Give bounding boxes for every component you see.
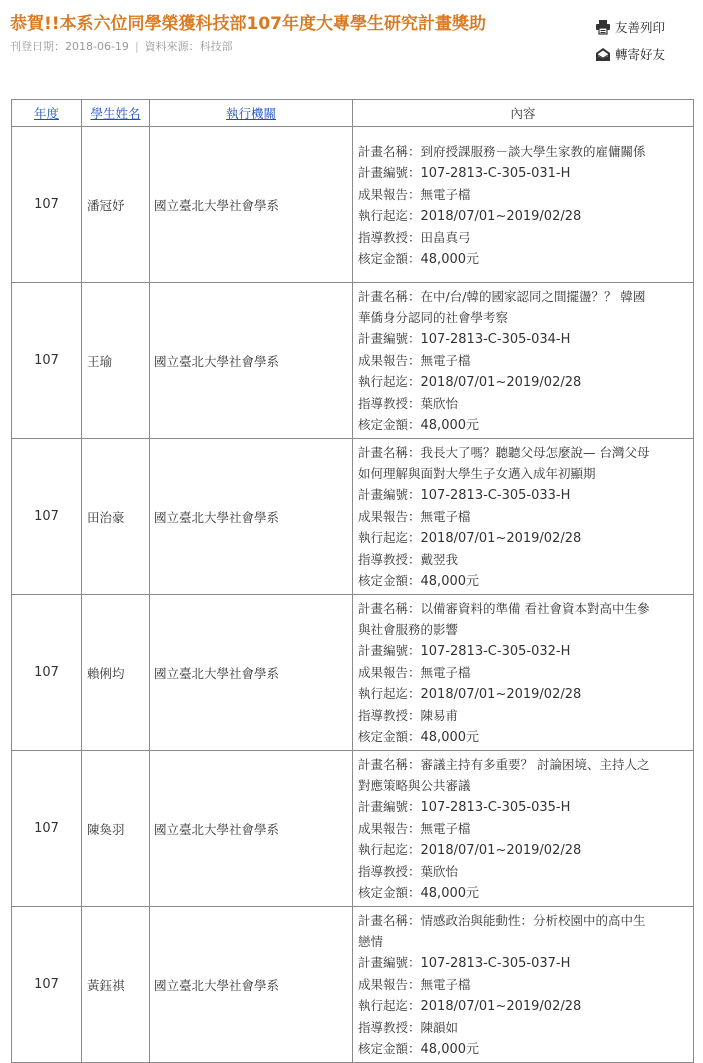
advisor-value: 葉欣怡 [420, 396, 459, 411]
printer-icon [595, 19, 611, 35]
org-cell: 國立臺北大學社會學系 [150, 283, 353, 439]
plan-name-value: 華僑身分認同的社會學考察 [358, 310, 509, 325]
content-cell [353, 439, 694, 595]
plan-number-label: 計畫編號： [358, 164, 421, 180]
source-label: 資料來源： [144, 40, 200, 53]
plan-name-value: 對應策略與公共審議 [358, 778, 471, 793]
report-label: 成果報告： [358, 821, 421, 836]
advisor-label: 指導教授： [358, 396, 421, 411]
report-value: 無電子檔 [420, 509, 471, 524]
student-name-cell: 田治豪 [82, 439, 150, 595]
advisor-value: 戴翌我 [420, 552, 459, 567]
plan-name-line [358, 910, 688, 931]
report-value: 無電子檔 [420, 821, 471, 836]
advisor-line [358, 861, 688, 882]
advisor-line [358, 227, 688, 248]
plan-name-value: 以備審資料的準備 看社會資本對高中生參 [420, 601, 650, 616]
period-line [358, 527, 688, 549]
advisor-label: 指導教授： [358, 1020, 421, 1035]
period-label: 執行起迄： [358, 842, 421, 857]
article-title: 恭賀!!本系六位同學榮獲科技部107年度大專學生研究計畫獎助 [10, 14, 486, 34]
plan-name-label: 計畫名稱： [358, 445, 421, 460]
year-cell: 107 [12, 751, 82, 907]
amount-line [358, 726, 688, 748]
amount-line [358, 570, 688, 592]
table-body [12, 127, 694, 1063]
plan-name-value: 情感政治與能動性：分析校園中的高中生 [420, 913, 646, 928]
plan-name-value: 如何理解與面對大學生子女邁入成年初顯期 [358, 466, 596, 481]
sort-year-link[interactable]: 年度 [33, 106, 59, 121]
amount-label: 核定金額： [358, 573, 421, 588]
forward-mail-icon [595, 46, 611, 62]
student-name-cell: 王瑜 [82, 283, 150, 439]
plan-name-line [358, 286, 688, 307]
student-name-cell: 陳奐羽 [82, 751, 150, 907]
report-line [358, 506, 688, 527]
advisor-value: 陳易甫 [420, 708, 459, 723]
table-row [12, 439, 694, 595]
plan-name-line [358, 307, 688, 328]
table-row [12, 907, 694, 1063]
period-value: 2018/07/01~2019/02/28 [420, 531, 582, 546]
plan-number-line [358, 328, 688, 350]
period-line [358, 205, 688, 227]
meta-separator: | [134, 40, 139, 53]
plan-name-line [358, 442, 688, 463]
plan-name-value: 戀情 [358, 934, 384, 949]
plan-number-value: 107-2813-C-305-032-H [420, 644, 571, 659]
amount-label: 核定金額： [358, 729, 421, 744]
table-row [12, 595, 694, 751]
plan-name-value: 審議主持有多重要？ 討論困境、主持人之 [420, 757, 650, 772]
amount-line [358, 882, 688, 904]
year-cell: 107 [12, 907, 82, 1063]
report-line [358, 974, 688, 995]
advisor-line [358, 393, 688, 414]
period-line [358, 371, 688, 393]
report-label: 成果報告： [358, 353, 421, 368]
report-line [358, 662, 688, 683]
share-button[interactable] [595, 43, 687, 65]
amount-value: 48,000元 [420, 418, 480, 433]
print-label: 友善列印 [615, 20, 666, 35]
plan-name-label: 計畫名稱： [358, 913, 421, 928]
plan-name-value: 與社會服務的影響 [358, 622, 459, 637]
plan-number-line [358, 796, 688, 818]
student-name-cell: 潘冠妤 [82, 127, 150, 283]
amount-label: 核定金額： [358, 250, 421, 266]
plan-name-line [358, 463, 688, 484]
plan-number-label: 計畫編號： [358, 643, 421, 658]
article-meta [10, 38, 233, 54]
period-label: 執行起迄： [358, 207, 421, 223]
content-cell [353, 283, 694, 439]
org-cell: 國立臺北大學社會學系 [150, 439, 353, 595]
advisor-value: 田畠真弓 [420, 229, 471, 245]
period-line [358, 995, 688, 1017]
report-value: 無電子檔 [420, 186, 471, 202]
header-year [12, 100, 82, 127]
table-row [12, 127, 694, 283]
advisor-label: 指導教授： [358, 708, 421, 723]
plan-name-line [358, 775, 688, 796]
report-value: 無電子檔 [420, 665, 471, 680]
org-cell: 國立臺北大學社會學系 [150, 595, 353, 751]
amount-value: 48,000元 [420, 251, 480, 267]
plan-name-value: 在中/台/韓的國家認同之間擺盪？？ 韓國 [420, 289, 646, 304]
plan-number-label: 計畫編號： [358, 799, 421, 814]
plan-name-value: 我長大了嗎？聽聽父母怎麼說— 台灣父母 [420, 445, 650, 460]
plan-name-line [358, 141, 688, 162]
date-label: 刊登日期： [10, 40, 65, 53]
period-label: 執行起迄： [358, 686, 421, 701]
amount-line [358, 248, 688, 270]
report-line [358, 350, 688, 371]
period-label: 執行起迄： [358, 530, 421, 545]
plan-number-line [358, 640, 688, 662]
plan-number-label: 計畫編號： [358, 487, 421, 502]
amount-value: 48,000元 [420, 574, 480, 589]
table-row [12, 283, 694, 439]
report-value: 無電子檔 [420, 353, 471, 368]
content-cell [353, 595, 694, 751]
plan-number-value: 107-2813-C-305-035-H [420, 800, 571, 815]
report-label: 成果報告： [358, 665, 421, 680]
plan-number-label: 計畫編號： [358, 955, 421, 970]
article-header [10, 10, 693, 70]
period-label: 執行起迄： [358, 998, 421, 1013]
report-line [358, 818, 688, 839]
content-cell [353, 127, 694, 283]
year-cell: 107 [12, 595, 82, 751]
report-line [358, 184, 688, 205]
period-value: 2018/07/01~2019/02/28 [420, 208, 582, 224]
advisor-value: 葉欣怡 [420, 864, 459, 879]
advisor-line [358, 1017, 688, 1038]
report-value: 無電子檔 [420, 977, 471, 992]
plan-number-value: 107-2813-C-305-034-H [420, 332, 571, 347]
plan-name-label: 計畫名稱： [358, 289, 421, 304]
report-label: 成果報告： [358, 977, 421, 992]
content-cell [353, 751, 694, 907]
header-student [82, 100, 150, 127]
report-label: 成果報告： [358, 509, 421, 524]
student-name-cell: 賴俐均 [82, 595, 150, 751]
plan-number-line [358, 162, 688, 184]
amount-value: 48,000元 [420, 730, 480, 745]
table-header-row [12, 100, 694, 127]
plan-number-line [358, 952, 688, 974]
plan-name-label: 計畫名稱： [358, 757, 421, 772]
source-value: 科技部 [199, 40, 233, 53]
plan-name-label: 計畫名稱： [358, 601, 421, 616]
year-cell: 107 [12, 127, 82, 283]
amount-label: 核定金額： [358, 417, 421, 432]
sort-student-link[interactable]: 學生姓名 [90, 106, 141, 121]
plan-number-line [358, 484, 688, 506]
article-actions [595, 16, 687, 70]
report-label: 成果報告： [358, 186, 421, 202]
period-value: 2018/07/01~2019/02/28 [420, 687, 582, 702]
advisor-line [358, 549, 688, 570]
amount-label: 核定金額： [358, 885, 421, 900]
year-cell: 107 [12, 439, 82, 595]
header-org [150, 100, 353, 127]
amount-label: 核定金額： [358, 1041, 421, 1056]
student-name-cell: 黃鈺祺 [82, 907, 150, 1063]
period-value: 2018/07/01~2019/02/28 [420, 843, 582, 858]
year-cell: 107 [12, 283, 82, 439]
advisor-value: 陳韻如 [420, 1020, 459, 1035]
advisor-label: 指導教授： [358, 864, 421, 879]
share-label: 轉寄好友 [615, 47, 666, 62]
org-cell: 國立臺北大學社會學系 [150, 751, 353, 907]
content-cell [353, 907, 694, 1063]
period-value: 2018/07/01~2019/02/28 [420, 375, 582, 390]
plan-name-label: 計畫名稱： [358, 143, 421, 159]
amount-line [358, 1038, 688, 1060]
grants-table [11, 99, 694, 1063]
sort-org-link[interactable]: 執行機關 [225, 106, 276, 121]
advisor-line [358, 705, 688, 726]
plan-number-label: 計畫編號： [358, 331, 421, 346]
period-line [358, 839, 688, 861]
plan-name-line [358, 931, 688, 952]
advisor-label: 指導教授： [358, 229, 421, 245]
amount-line [358, 414, 688, 436]
plan-number-value: 107-2813-C-305-033-H [420, 488, 571, 503]
period-line [358, 683, 688, 705]
org-cell: 國立臺北大學社會學系 [150, 127, 353, 283]
table-row [12, 751, 694, 907]
advisor-label: 指導教授： [358, 552, 421, 567]
plan-name-line [358, 619, 688, 640]
amount-value: 48,000元 [420, 1042, 480, 1057]
plan-name-value: 到府授課服務－談大學生家教的雇傭關係 [420, 143, 646, 159]
period-label: 執行起迄： [358, 374, 421, 389]
publish-date: 2018-06-19 [65, 40, 129, 53]
period-value: 2018/07/01~2019/02/28 [420, 999, 582, 1014]
plan-name-line [358, 754, 688, 775]
org-cell: 國立臺北大學社會學系 [150, 907, 353, 1063]
plan-number-value: 107-2813-C-305-031-H [420, 165, 571, 181]
plan-name-line [358, 598, 688, 619]
header-content: 內容 [353, 100, 694, 127]
amount-value: 48,000元 [420, 886, 480, 901]
print-button[interactable] [595, 16, 687, 38]
plan-number-value: 107-2813-C-305-037-H [420, 956, 571, 971]
